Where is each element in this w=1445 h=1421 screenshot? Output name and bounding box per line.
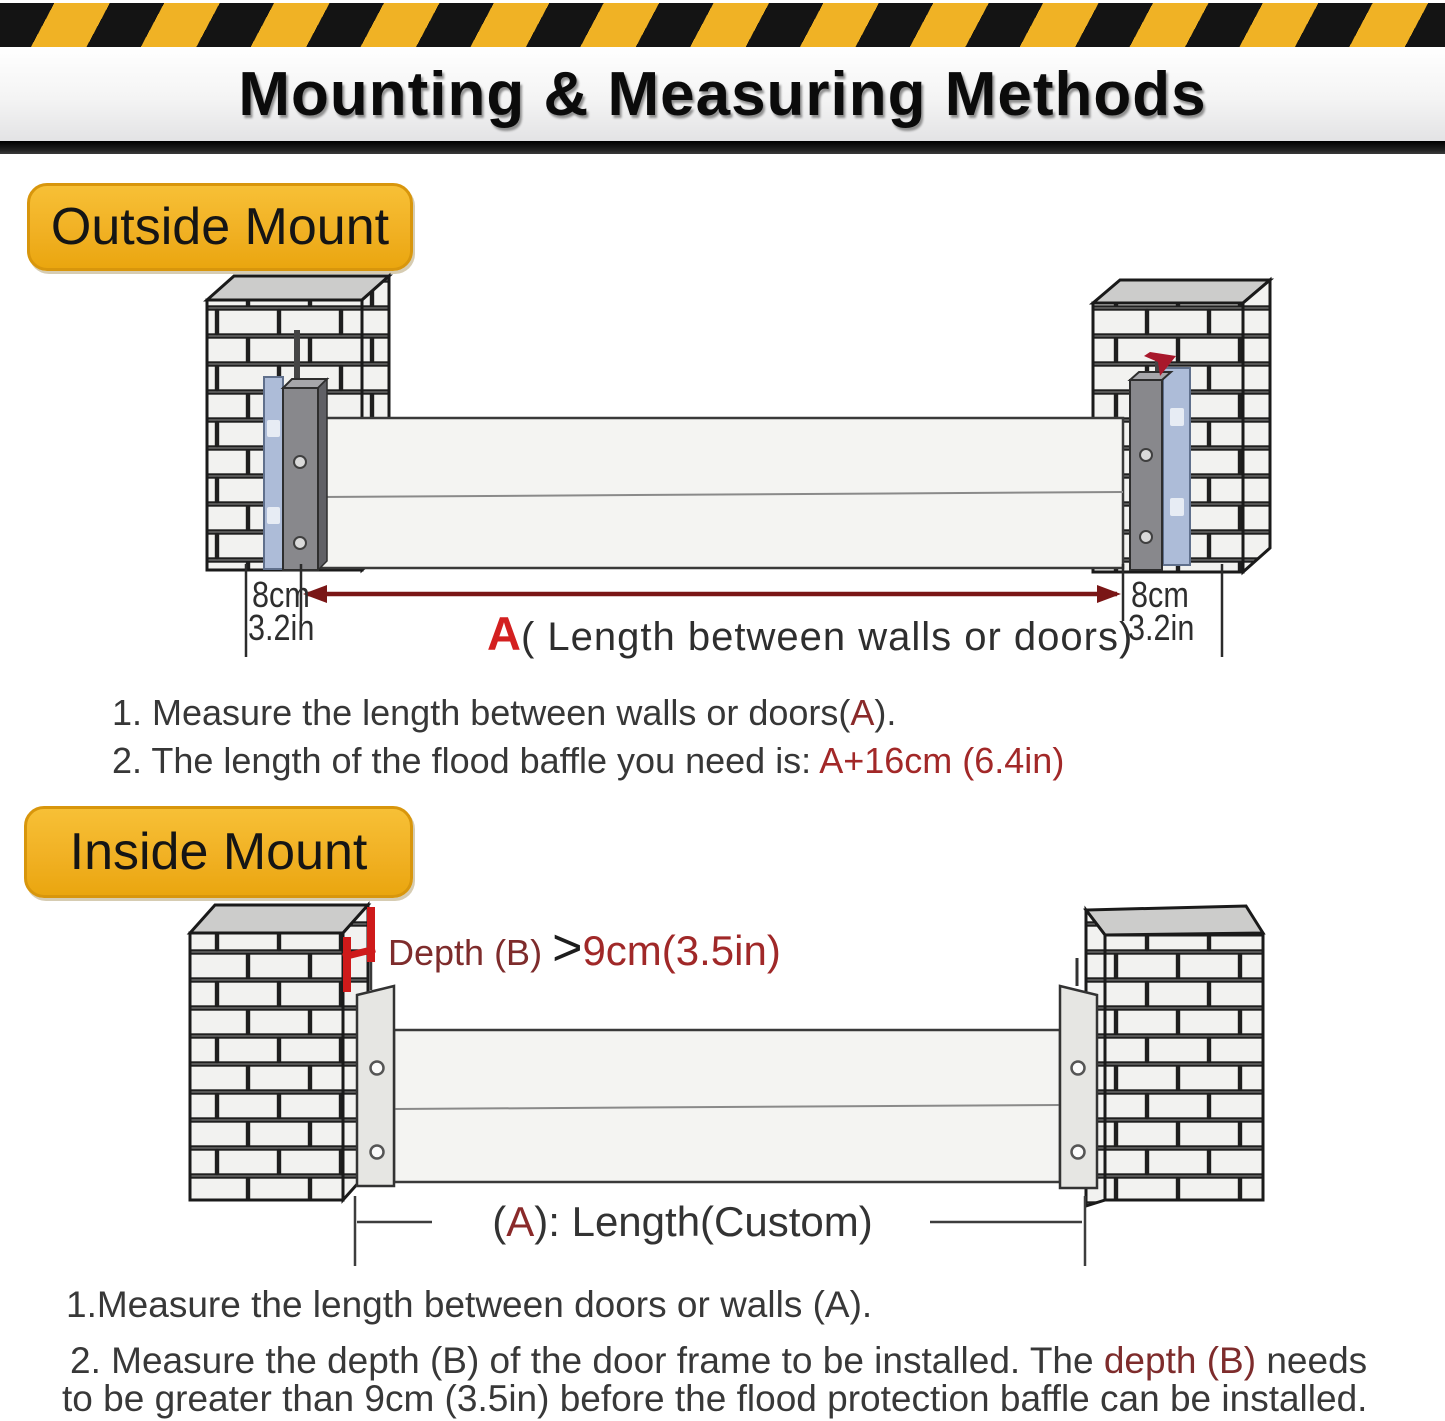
outside-step-2: 2. The length of the flood baffle you need is: A+16cm (6.4in)	[112, 740, 1065, 781]
screw-hole	[1140, 449, 1152, 461]
screw-hole	[294, 456, 306, 468]
screw-hole	[371, 1146, 384, 1159]
outside-mount-badge-label: Outside Mount	[50, 198, 390, 256]
seal-strip	[1163, 368, 1190, 565]
screw-hole	[1072, 1146, 1085, 1159]
length-letter-a: A	[487, 607, 521, 660]
inside-step-1: 1.Measure the length between doors or walls (A).	[66, 1284, 873, 1325]
outside-left-channel	[264, 377, 327, 570]
right-offset-in: 3.2in	[1128, 607, 1195, 648]
flood-barrier-panel	[321, 418, 1123, 568]
seal-strip	[264, 377, 283, 569]
custom-length-label: (A): Length(Custom)	[492, 1198, 873, 1245]
right-offset-cm: 8cm	[1131, 574, 1189, 615]
screw-hole	[1140, 531, 1152, 543]
inside-left-channel	[357, 986, 394, 1186]
outside-mount-badge	[27, 183, 413, 271]
inside-mount-badge	[24, 806, 413, 898]
inside-flood-barrier-panel	[394, 1030, 1060, 1182]
inside-mount-badge-label: Inside Mount	[69, 823, 368, 881]
inside-step-2: 2. Measure the depth (B) of the door frame to be installed. The depth (B) needs	[70, 1340, 1368, 1381]
screw-hole	[371, 1062, 384, 1075]
screw-hole	[294, 537, 306, 549]
length-arrow	[303, 585, 1121, 603]
page-title: Mounting & Measuring Methods	[238, 59, 1207, 129]
outside-step-1: 1. Measure the length between walls or doors(A).	[112, 692, 897, 733]
left-offset-in: 3.2in	[248, 607, 315, 648]
frame-slot	[294, 330, 300, 382]
length-between-walls-label: A( Length between walls or doors)	[487, 607, 1134, 660]
screw-hole	[1072, 1062, 1085, 1075]
depth-label: Depth (B) >9cm(3.5in)	[388, 919, 781, 977]
left-offset-cm: 8cm	[252, 574, 310, 615]
inside-right-pillar	[1077, 906, 1263, 1206]
inside-step-2-line-2: to be greater than 9cm (3.5in) before the flood protection baffle can be installed.	[62, 1378, 1368, 1419]
inside-right-channel	[1060, 986, 1097, 1188]
inside-left-pillar	[190, 905, 368, 1200]
outside-right-channel	[1130, 352, 1190, 570]
outside-mount-diagram	[207, 276, 1270, 657]
greater-than-sign: >	[552, 919, 583, 977]
